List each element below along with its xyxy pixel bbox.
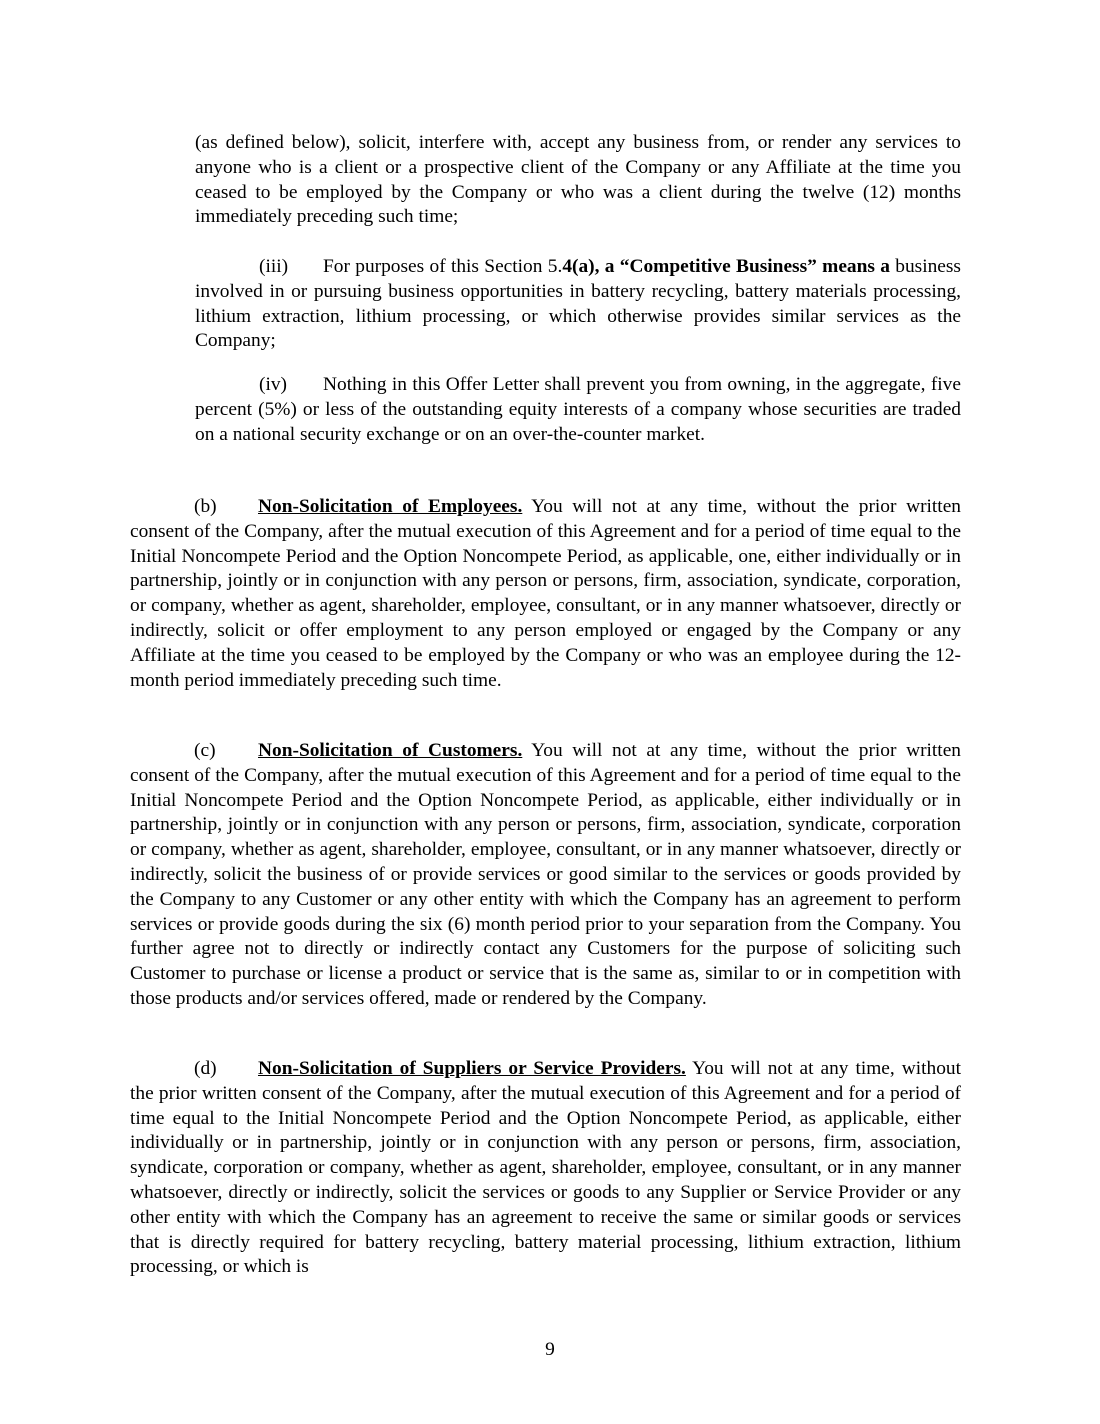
competitive-business-term: 4(a), a “Competitive Business” means a: [562, 256, 890, 277]
section-d-heading: Non-Solicitation of Suppliers or Service Providers.: [258, 1058, 686, 1079]
section-c-paragraph: [130, 739, 961, 1012]
item-iii-paragraph: [195, 255, 961, 354]
section-b-paragraph: [130, 495, 961, 693]
section-d-paragraph: [130, 1057, 961, 1280]
section-d-text: You will not at any time, without the prior written consent of the Company, after the mutual execution of this Agreement and for a period of time equal to the Initial Noncompete Period and the Option Noncompete Period, as applicable, either individually or in partnership, jointly or in conjunction with any person or persons, firm, association, syndicate, corporation or company, whether as agent, shareholder, employee, consultant, or in any manner whatsoever, directly or indirectly, solicit the services or goods to any Supplier or Service Provider or any other entity with which the Company has an agreement to receive the same or similar goods or services that is directly required for battery recycling, battery material processing, lithium extraction, lithium processing, or which is: [130, 1058, 961, 1278]
section-b-heading: Non-Solicitation of Employees.: [258, 496, 523, 517]
item-iv-marker: (iv): [259, 374, 287, 395]
section-c-text: You will not at any time, without the prior written consent of the Company, after the mutual execution of this Agreement and for a period of time equal to the Initial Noncompete Period and the Option Noncompete Period, as applicable, either individually or in partnership, jointly or in conjunction with any person or persons, firm, association, syndicate, corporation or company, whether as agent, shareholder, employee, consultant, or in any manner whatsoever, directly or indirectly, solicit the business of or provide services or good similar to the services or goods provided by the Company to any Customer or any other entity with which the Company has an agreement to perform services or provide goods during the six (6) month period prior to your separation from the Company. You further agree not to directly or indirectly contact any Customers for the purpose of soliciting such Customer to purchase or license a product or service that is the same as, similar to or in competition with those products and/or services offered, made or rendered by the Company.: [130, 740, 961, 1009]
item-iii-text-before: For purposes of this Section 5.: [323, 256, 563, 277]
item-iv-paragraph: [195, 373, 961, 447]
section-d-marker: (d): [194, 1058, 217, 1079]
continuation-paragraph: [195, 131, 961, 230]
page-number: 9: [545, 1339, 555, 1360]
continuation-text: (as defined below), solicit, interfere with, accept any business from, or render any services to anyone who is a client or a prospective client of the Company or any Affiliate at the time you ceased to be employed by the Company or who was a client during the twelve (12) months immediately preceding such time;: [195, 132, 961, 228]
item-iv-text: Nothing in this Offer Letter shall prevent you from owning, in the aggregate, five percent (5%) or less of the outstanding equity interests of a company whose securities are traded on a national security exchange or on an over-the-counter market.: [195, 374, 961, 445]
section-b-marker: (b): [194, 496, 217, 517]
section-c-heading: Non-Solicitation of Customers.: [258, 740, 523, 761]
item-iii-marker: (iii): [259, 256, 289, 277]
section-b-text: You will not at any time, without the prior written consent of the Company, after the mutual execution of this Agreement and for a period of time equal to the Initial Noncompete Period and the Option Noncompete Period, as applicable, one, either individually or in partnership, jointly or in conjunction with any person or persons, firm, association, syndicate, corporation, or company, whether as agent, shareholder, employee, consultant, or in any manner whatsoever, directly or indirectly, solicit or offer employment to any person employed or engaged by the Company or any Affiliate at the time you ceased to be employed by the Company or who was an employee during the 12-month period immediately preceding such time.: [130, 496, 961, 691]
item-iii-text-after: business involved in or pursuing business opportunities in battery recycling, battery materials processing, lithium extraction, lithium processing, or which otherwise provides similar services as the Company;: [195, 256, 961, 352]
section-c-marker: (c): [194, 740, 216, 761]
